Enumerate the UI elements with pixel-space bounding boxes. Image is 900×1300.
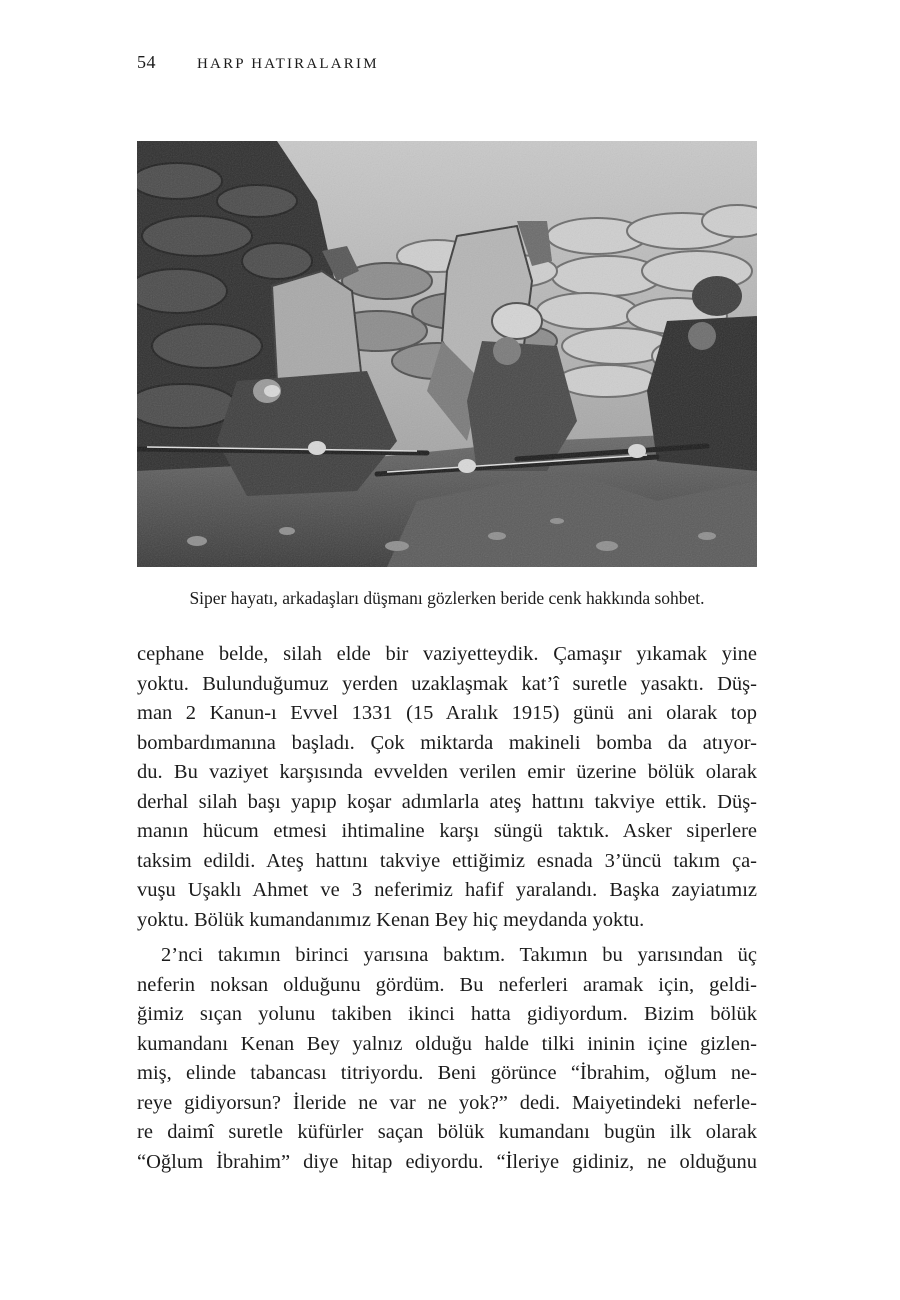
text-line: reye gidiyorsun? İleride ne var ne yok?” dedi. Maiyetindeki neferle- [137,1091,757,1114]
text-line: vuşu Uşaklı Ahmet ve 3 neferimiz hafif yaralandı. Başka zayiatımız [137,879,757,901]
running-head [137,52,379,73]
text-line: taksim edildi. Ateş hattını takviye ettiğimiz esnada 3’üncü takım ça- [137,849,757,872]
text-line: kumandanı Kenan Bey yalnız olduğu halde tilki ininin içine gizlen- [137,1032,757,1055]
text-line: man 2 Kanun-ı Evvel 1331 (15 Aralık 1915) günü ani olarak top [137,702,757,724]
text-line: yoktu. Bulunduğumuz yerden uzaklaşmak kat’î suretle yasaktı. Düş- [137,672,757,695]
text-line: neferin noksan olduğunu gördüm. Bu neferleri aramak için, geldi- [137,973,757,996]
body-text [137,640,757,1177]
trench-photo-illustration [137,141,757,567]
text-line: ğimiz sıçan yolunu takiben ikinci hatta gidiyordum. Bizim bölük [137,1003,757,1025]
text-line: re daimî suretle küfürler saçan bölük kumandanı bugün ilk olarak [137,1121,757,1143]
text-line: yoktu. Bölük kumandanımız Kenan Bey hiç meydanda yoktu. [137,908,645,931]
text-line: manın hücum etmesi ihtimaline karşı süngü taktık. Asker siperlere [137,820,757,842]
paragraph-2 [137,941,757,1177]
text-line: cephane belde, silah elde bir vaziyetteydik. Çamaşır yıkamak yine [137,643,757,665]
photo-caption: Siper hayatı, arkadaşları düşmanı gözlerken beride cenk hakkında sohbet. [189,588,705,608]
text-line: bombardımanına başladı. Çok miktarda makineli bomba da atıyor- [137,731,757,754]
text-line: derhal silah başı yapıp koşar adımlarla ateş hattını takviye ettik. Düş- [137,790,757,813]
book-title: HARP HATIRALARIM [197,56,379,72]
text-line: 2’nci takımın birinci yarısına baktım. Takımın bu yarısından üç [161,944,757,966]
text-line: du. Bu vaziyet karşısında evvelden verilen emir üzerine bölük olarak [137,761,757,783]
page-number: 54 [137,52,156,72]
text-line: miş, elinde tabancası titriyordu. Beni görünce “İbrahim, oğlum ne- [137,1062,757,1084]
trench-photograph [137,141,757,567]
text-line: “Oğlum İbrahim” diye hitap ediyordu. “İleriye gidiniz, ne olduğunu [137,1150,757,1173]
paragraph-1 [137,640,757,935]
